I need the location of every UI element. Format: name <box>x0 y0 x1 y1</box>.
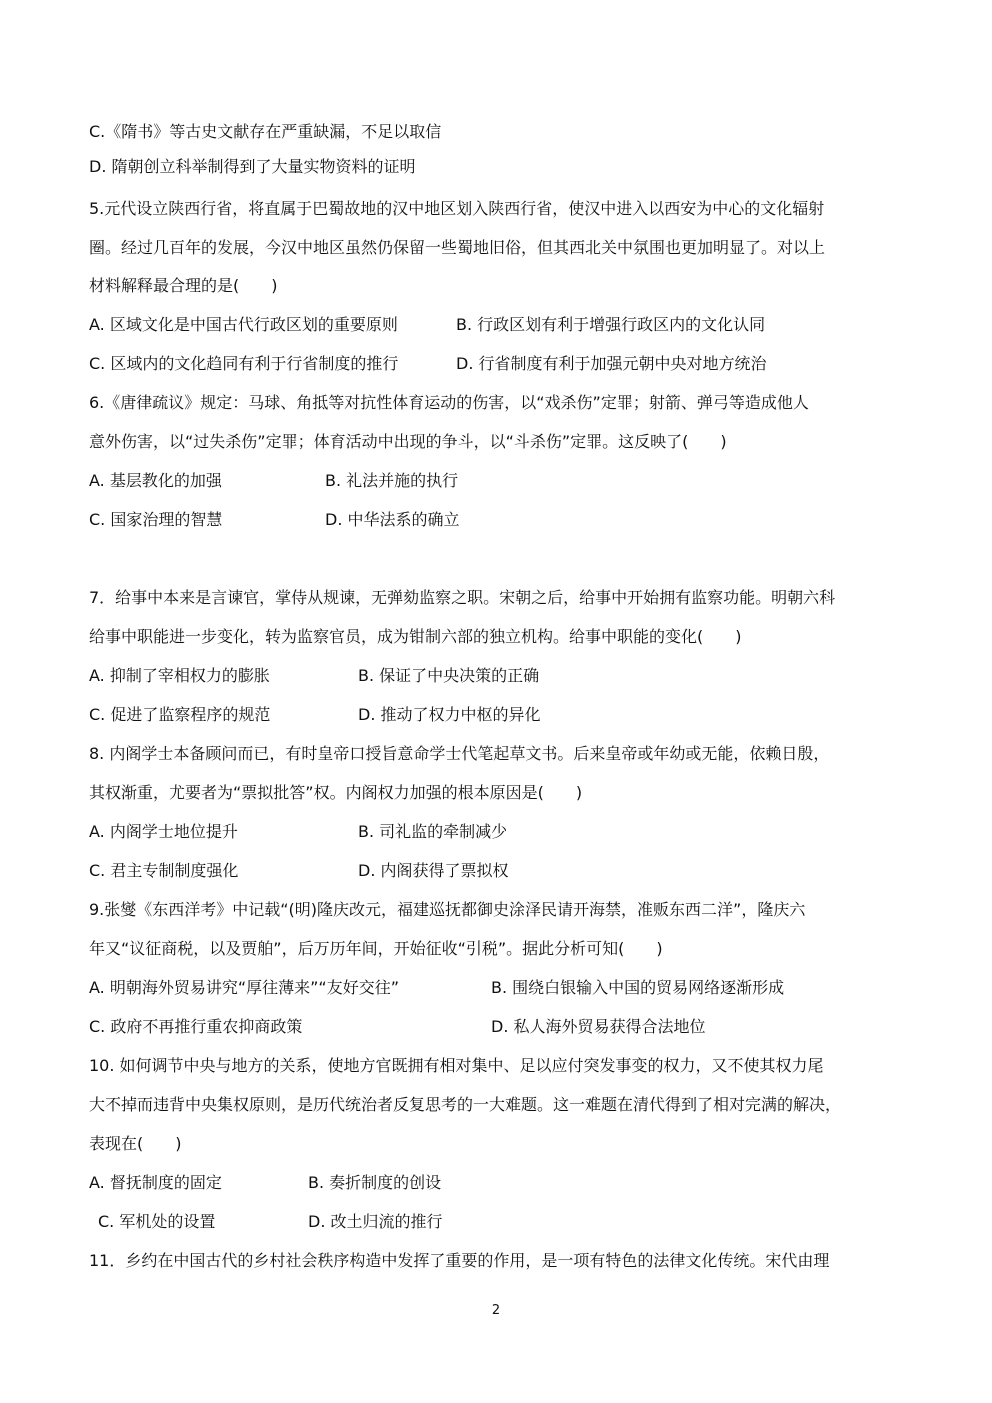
option-c-q8: C. 君主专制制度强化 <box>89 861 239 880</box>
option-d-q6: D. 中华法系的确立 <box>325 510 460 529</box>
question-5-line-3: 材料解释最合理的是( ) <box>89 276 278 295</box>
page-number: 2 <box>491 1303 501 1318</box>
question-8-line-2: 其权渐重，尤要者为“票拟批答”权。内阁权力加强的根本原因是( ) <box>89 783 583 802</box>
question-11-line-1: 11．乡约在中国古代的乡村社会秩序构造中发挥了重要的作用，是一项有特色的法律文化传统。宋代由理 <box>89 1251 830 1270</box>
option-c-q7: C. 促进了监察程序的规范 <box>89 705 271 724</box>
option-a-q10: A. 督抚制度的固定 <box>89 1173 222 1192</box>
option-c-q6: C. 国家治理的智慧 <box>89 510 223 529</box>
option-c-q4: C.《隋书》等古史文献存在严重缺漏，不足以取信 <box>89 122 442 141</box>
option-d-q10: D. 改土归流的推行 <box>308 1212 443 1231</box>
option-b-q7: B. 保证了中央决策的正确 <box>358 666 540 685</box>
question-5-line-2: 圈。经过几百年的发展，今汉中地区虽然仍保留一些蜀地旧俗，但其西北关中氛围也更加明显了。对以上 <box>89 238 826 257</box>
question-6-line-1: 6.《唐律疏议》规定：马球、角抵等对抗性体育运动的伤害，以“戏杀伤”定罪；射箭、弹弓等造成他人 <box>89 393 809 412</box>
option-b-q10: B. 奏折制度的创设 <box>308 1173 442 1192</box>
question-9-line-1: 9.张燮《东西洋考》中记载“(明)隆庆改元，福建巡抚都御史涂泽民请开海禁，准贩东西二洋”，隆庆六 <box>89 900 806 919</box>
option-d-q8: D. 内阁获得了票拟权 <box>358 861 509 880</box>
option-d-q5: D. 行省制度有利于加强元朝中央对地方统治 <box>456 354 767 373</box>
question-10-line-2: 大不掉而违背中央集权原则，是历代统治者反复思考的一大难题。这一难题在清代得到了相对完满的解决， <box>89 1095 842 1114</box>
option-a-q7: A. 抑制了宰相权力的膨胀 <box>89 666 270 685</box>
option-b-q9: B. 围绕白银输入中国的贸易网络逐渐形成 <box>491 978 785 997</box>
option-b-q5: B. 行政区划有利于增强行政区内的文化认同 <box>456 315 766 334</box>
option-d-q7: D. 推动了权力中枢的异化 <box>358 705 541 724</box>
option-a-q6: A. 基层教化的加强 <box>89 471 222 490</box>
option-a-q8: A. 内阁学士地位提升 <box>89 822 238 841</box>
question-8-line-1: 8. 内阁学士本备顾问而已，有时皇帝口授旨意命学士代笔起草文书。后来皇帝或年幼或无能，依赖日殷， <box>89 744 830 763</box>
question-7-line-2: 给事中职能进一步变化，转为监察官员，成为钳制六部的独立机构。给事中职能的变化( ) <box>89 627 742 646</box>
option-c-q10: C. 军机处的设置 <box>98 1212 216 1231</box>
option-d-q4: D. 隋朝创立科举制得到了大量实物资料的证明 <box>89 157 416 176</box>
option-b-q8: B. 司礼监的牵制减少 <box>358 822 508 841</box>
option-a-q9: A. 明朝海外贸易讲究“厚往薄来”“友好交往” <box>89 978 399 997</box>
option-d-q9: D. 私人海外贸易获得合法地位 <box>491 1017 706 1036</box>
question-10-line-1: 10. 如何调节中央与地方的关系，使地方官既拥有相对集中、足以应付突发事变的权力，又不使其权力尾 <box>89 1056 824 1075</box>
option-c-q5: C. 区域内的文化趋同有利于行省制度的推行 <box>89 354 399 373</box>
option-a-q5: A. 区域文化是中国古代行政区划的重要原则 <box>89 315 398 334</box>
question-6-line-2: 意外伤害，以“过失杀伤”定罪；体育活动中出现的争斗，以“斗杀伤”定罪。这反映了( ) <box>89 432 727 451</box>
option-b-q6: B. 礼法并施的执行 <box>325 471 459 490</box>
question-9-line-2: 年又“议征商税，以及贾舶”，后万历年间，开始征收“引税”。据此分析可知( ) <box>89 939 663 958</box>
question-7-line-1: 7．给事中本来是言谏官，掌侍从规谏，无弹劾监察之职。宋朝之后，给事中开始拥有监察功能。明朝六科 <box>89 588 836 607</box>
question-5-line-1: 5.元代设立陕西行省，将直属于巴蜀故地的汉中地区划入陕西行省，使汉中进入以西安为中心的文化辐射 <box>89 199 825 218</box>
option-c-q9: C. 政府不再推行重农抑商政策 <box>89 1017 303 1036</box>
question-10-line-3: 表现在( ) <box>89 1134 182 1153</box>
